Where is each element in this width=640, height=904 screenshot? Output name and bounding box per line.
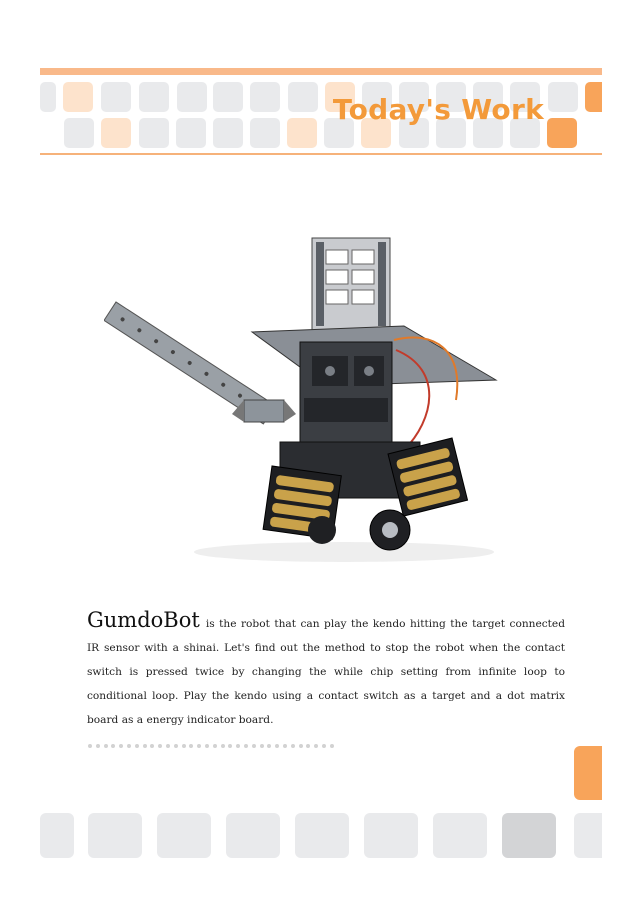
header-tile — [548, 82, 578, 112]
header-tile — [139, 82, 169, 112]
header-rule — [40, 153, 602, 155]
header-tile — [139, 118, 169, 148]
divider-dot — [88, 744, 92, 748]
header-tile — [176, 118, 206, 148]
header-tile — [101, 82, 131, 112]
intro-text: is the robot that can play the kendo hitting the target connected IR sensor with a shinai. Let's find out the method to stop the robot when the contact switch is pressed twice by changing the while chip setting from infinite loop to conditional loop. Play the kendo using a contact switch as a target and a dot matrix board as a energy indicator board. — [87, 618, 565, 726]
divider-dot — [275, 744, 279, 748]
footer-tile — [295, 813, 349, 858]
divider-dot — [127, 744, 131, 748]
footer-tile — [433, 813, 487, 858]
header-tile — [101, 118, 131, 148]
divider-dot — [306, 744, 310, 748]
side-tab — [574, 746, 602, 800]
divider-dot — [205, 744, 209, 748]
divider-dot — [119, 744, 123, 748]
divider-dot — [322, 744, 326, 748]
divider-dot — [104, 744, 108, 748]
header-tile — [250, 82, 280, 112]
divider-dot — [236, 744, 240, 748]
divider-dot — [213, 744, 217, 748]
header-tile — [287, 118, 317, 148]
divider-dot — [314, 744, 318, 748]
divider-dot — [166, 744, 170, 748]
header-tile — [177, 82, 207, 112]
header-tile — [213, 118, 243, 148]
header-tile — [547, 118, 577, 148]
divider-dot — [96, 744, 100, 748]
footer-tile — [40, 813, 74, 858]
divider-dot — [221, 744, 225, 748]
divider-dot — [299, 744, 303, 748]
divider-dot — [291, 744, 295, 748]
divider-dot — [283, 744, 287, 748]
divider-dot — [267, 744, 271, 748]
footer-tile — [502, 813, 556, 858]
divider-dot — [189, 744, 193, 748]
header-tile — [288, 82, 318, 112]
divider-dot — [182, 744, 186, 748]
dotted-divider — [88, 744, 338, 750]
footer-tile — [157, 813, 211, 858]
divider-dot — [158, 744, 162, 748]
divider-dot — [111, 744, 115, 748]
divider-dot — [244, 744, 248, 748]
divider-dot — [252, 744, 256, 748]
footer-tile — [226, 813, 280, 858]
divider-dot — [143, 744, 147, 748]
header-tile — [585, 82, 602, 112]
header-tile — [213, 82, 243, 112]
footer-tile — [364, 813, 418, 858]
divider-dot — [330, 744, 334, 748]
divider-dot — [150, 744, 154, 748]
header-tile — [64, 118, 94, 148]
header-band — [40, 68, 602, 75]
divider-dot — [197, 744, 201, 748]
intro-paragraph — [87, 608, 565, 732]
header-tile — [40, 82, 56, 112]
header-tile — [250, 118, 280, 148]
header-tile — [63, 82, 93, 112]
footer-tile — [88, 813, 142, 858]
divider-dot — [228, 744, 232, 748]
robot-photo — [104, 230, 524, 566]
robot-name: GumdoBot — [87, 608, 200, 632]
divider-dot — [135, 744, 139, 748]
divider-dot — [174, 744, 178, 748]
page-title: Today's Work — [332, 93, 544, 126]
divider-dot — [260, 744, 264, 748]
footer-tile — [574, 813, 602, 858]
